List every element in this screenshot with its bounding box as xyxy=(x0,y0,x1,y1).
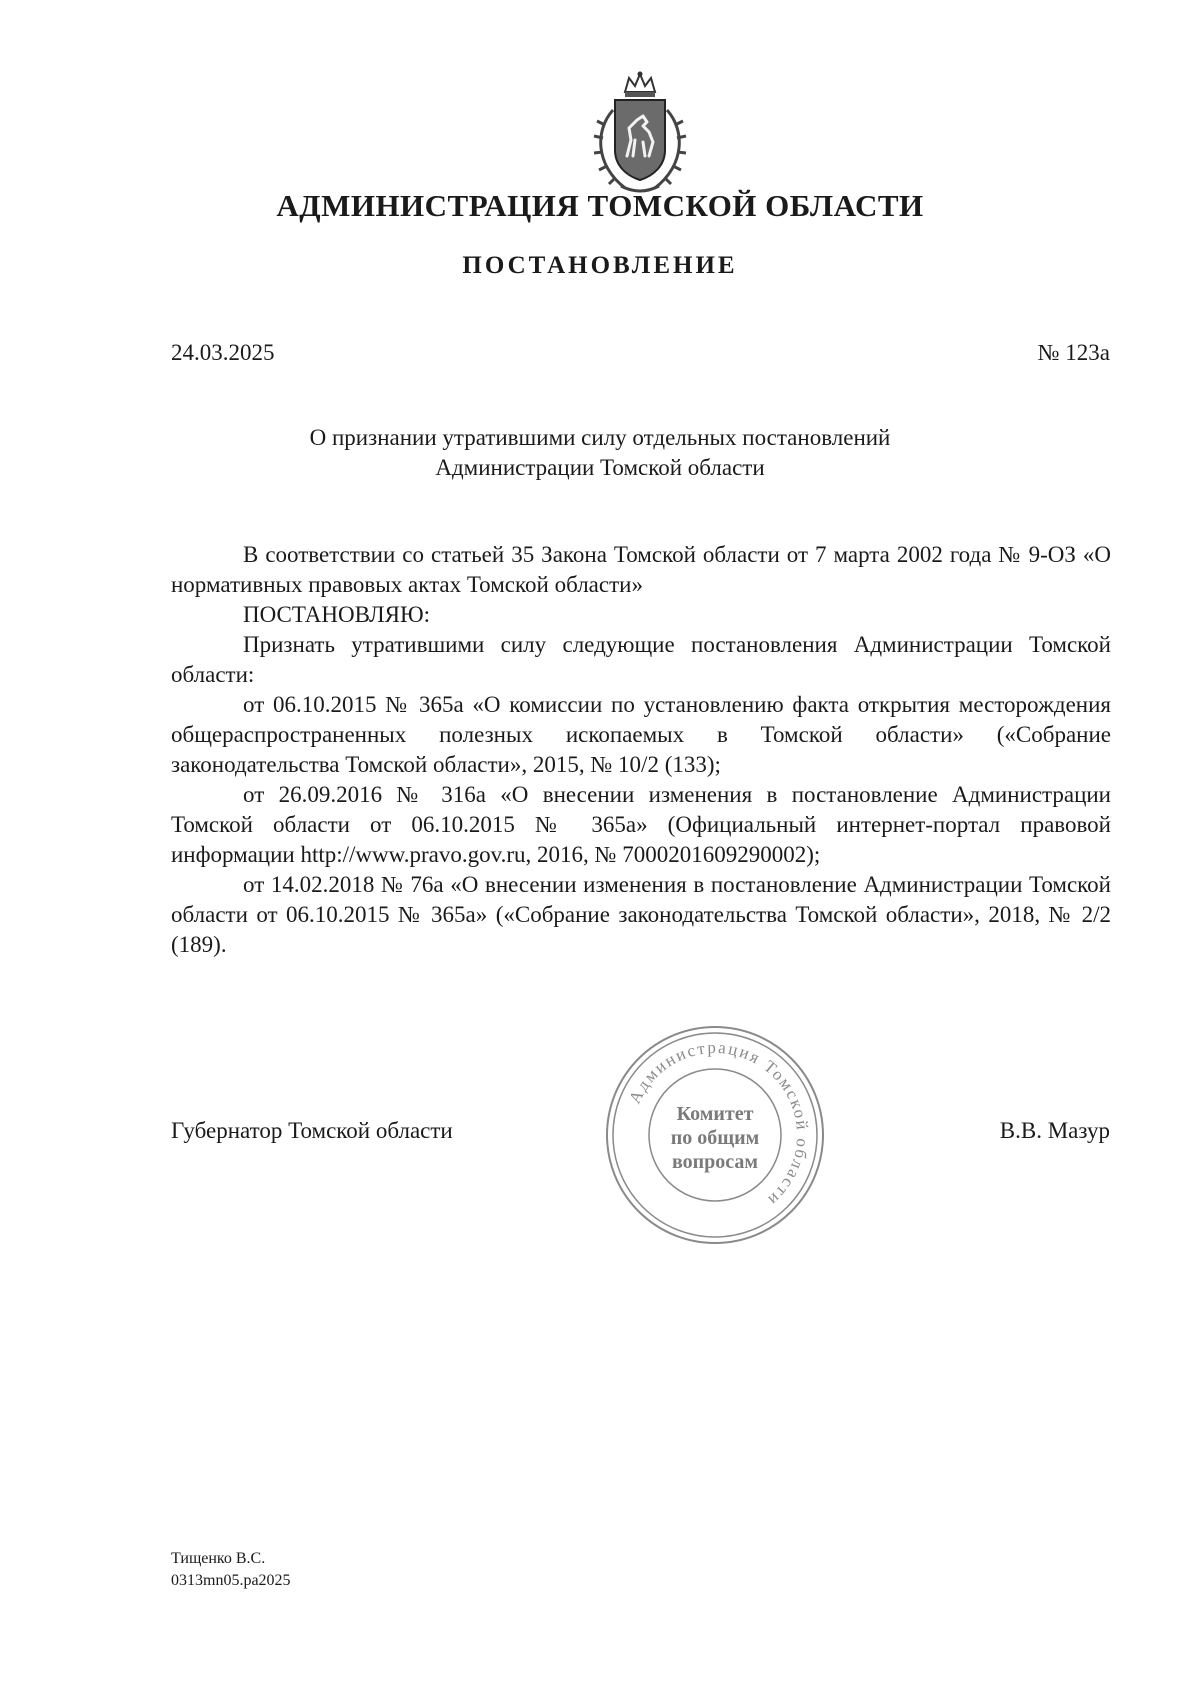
subject-line: Администрации Томской области xyxy=(435,455,765,480)
seal-center-line: вопросам xyxy=(671,1151,759,1173)
document-subject xyxy=(0,423,1200,483)
file-code: 0313mn05.pa2025 xyxy=(171,1572,291,1589)
body-paragraph-repeal: Признать утратившими силу следующие постановления Администрации Томской области: xyxy=(171,632,1111,687)
document-date: 24.03.2025 xyxy=(171,340,275,365)
tomsk-oblast-coat-of-arms-icon xyxy=(585,70,695,198)
official-seal-stamp xyxy=(600,1020,830,1250)
signatory-position: Губернатор Томской области xyxy=(171,1118,453,1143)
document-body xyxy=(171,540,1111,960)
seal-center-line: по общим xyxy=(670,1127,760,1149)
seal-center-line: Комитет xyxy=(676,1103,754,1125)
body-paragraph-item-1: от 06.10.2015 № 365а «О комиссии по установлению факта открытия месторождения общераспространенных полезных ископаемых в Томской области» («Собрание законодательства Томской области», 2015, № 10/2 (133); xyxy=(171,692,1111,777)
body-paragraph-decree: ПОСТАНОВЛЯЮ: xyxy=(243,602,431,627)
seal-ring-text-path: Администрация Томской области xyxy=(625,1037,813,1211)
signatory-name: В.В. Мазур xyxy=(999,1118,1110,1143)
body-paragraph-basis: В соответствии со статьей 35 Закона Томской области от 7 марта 2002 года № 9-ОЗ «О нормативных правовых актах Томской области» xyxy=(171,542,1111,597)
body-paragraph-item-2: от 26.09.2016 № 316а «О внесении изменения в постановление Администрации Томской области от 06.10.2015 № 365а» (Официальный интернет-портал правовой информации http://www.pravo.gov.ru, 2016, № 7000201609290002); xyxy=(171,782,1111,867)
subject-line: О признании утратившими силу отдельных постановлений xyxy=(309,425,891,450)
footer-executor-info xyxy=(171,1548,291,1592)
organization-title: АДМИНИСТРАЦИЯ ТОМСКОЙ ОБЛАСТИ xyxy=(276,188,924,223)
document-number: № 123а xyxy=(1037,340,1110,365)
document-type: ПОСТАНОВЛЕНИЕ xyxy=(462,252,738,279)
body-paragraph-item-3: от 14.02.2018 № 76а «О внесении изменения в постановление Администрации Томской области от 06.10.2015 № 365а» («Собрание законодательства Томской области», 2018, № 2/2 (189). xyxy=(171,872,1111,957)
executor-name: Тищенко В.С. xyxy=(171,1550,266,1567)
